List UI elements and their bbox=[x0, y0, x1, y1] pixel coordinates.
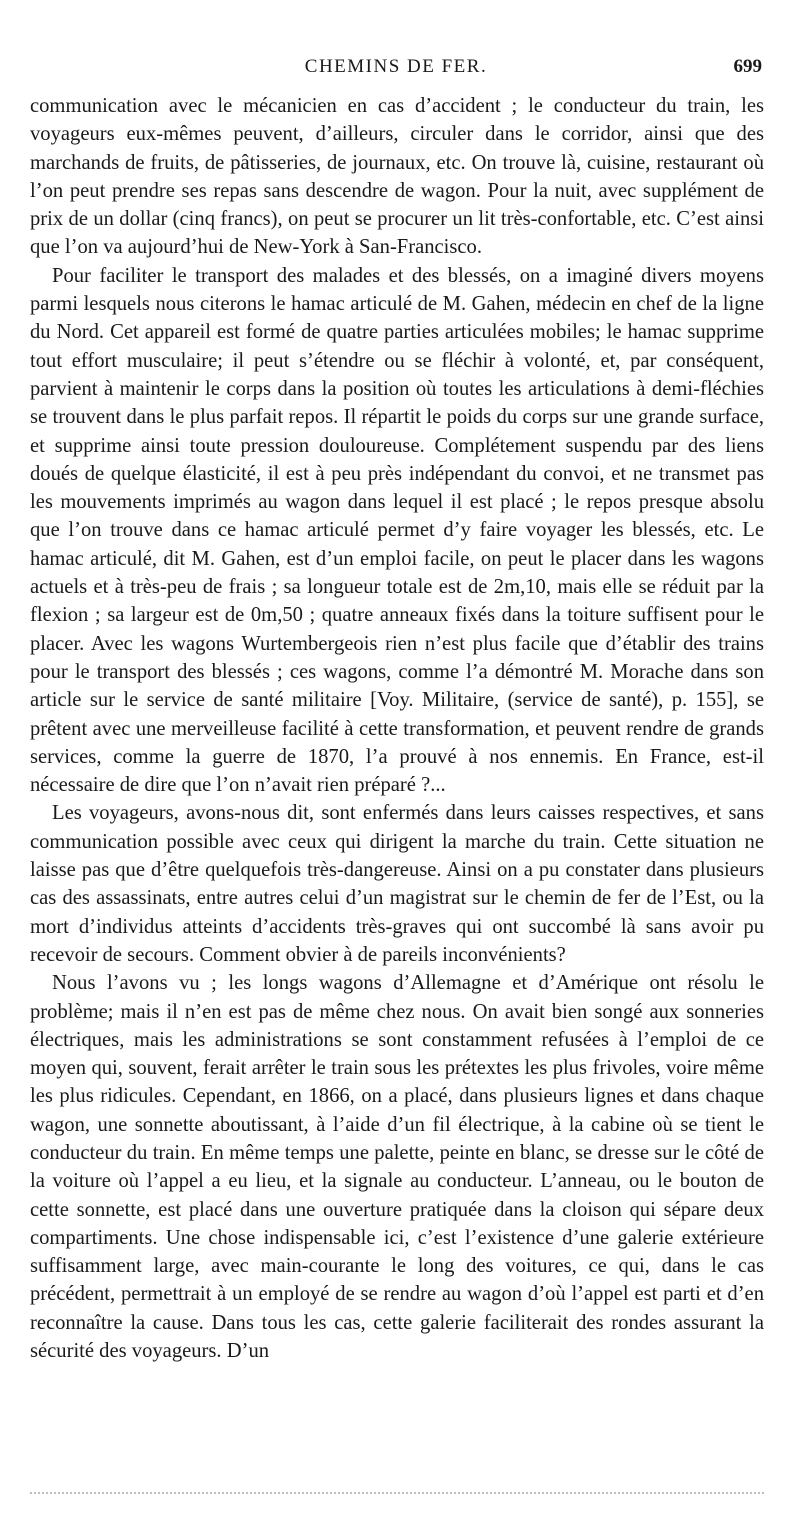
body-text bbox=[30, 92, 764, 1365]
footer-rule bbox=[30, 1492, 764, 1494]
running-title: CHEMINS DE FER. bbox=[304, 56, 488, 77]
paragraph: communication avec le mécanicien en cas d’accident ; le conducteur du train, les voyageurs eux-mêmes peuvent, d’ailleurs, circuler dans le corridor, ainsi que des marchands de fruits, de pâtisseries, de journaux, etc. On trouve là, cuisine, restaurant où l’on peut prendre ses repas sans descendre de wagon. Pour la nuit, avec supplément de prix de un dollar (cinq francs), on peut se procurer un lit très-confortable, etc. C’est ainsi que l’on va aujourd’hui de New-York à San-Francisco. bbox=[30, 95, 764, 259]
page-header bbox=[30, 56, 762, 86]
paragraph: Les voyageurs, avons-nous dit, sont enfermés dans leurs caisses respectives, et sans communication possible avec ceux qui dirigent la marche du train. Cette situation ne laisse pas que d’être quelquefois très-dangereuse. Ainsi on a pu constater dans plusieurs cas des assassinats, entre autres celui d’un magistrat sur le chemin de fer de l’Est, ou la mort d’individus atteints d’accidents très-graves qui ont succombé là sans avoir pu recevoir de secours. Comment obvier à de pareils inconvénients? bbox=[30, 802, 764, 966]
page-number: 699 bbox=[733, 56, 762, 77]
paragraph: Pour faciliter le transport des malades et des blessés, on a imaginé divers moyens parmi lesquels nous citerons le hamac articulé de M. Gahen, médecin en chef de la ligne du Nord. Cet appareil est formé de quatre parties articulées mobiles; le hamac supprime tout effort musculaire; il peut s’étendre ou se fléchir à volonté, et, par conséquent, parvient à maintenir le corps dans la position où toutes les articulations à demi-fléchies se trouvent dans le plus parfait repos. Il répartit le poids du corps sur une grande surface, et supprime ainsi toute pression douloureuse. Complétement suspendu par des liens doués de quelque élasticité, il est à peu près indépendant du convoi, et ne transmet pas les mouvements imprimés au wagon dans lequel il est placé ; le repos presque absolu que l’on trouve dans ce hamac articulé permet d’y faire voyager les blessés, etc. Le hamac articulé, dit M. Gahen, est d’un emploi facile, on peut le placer dans les wagons actuels et à très-peu de frais ; sa longueur totale est de 2m,10, mais elle se réduit par la flexion ; sa largeur est de 0m,50 ; quatre anneaux fixés dans la toiture suffisent pour le placer. Avec les wagons Wurtembergeois rien n’est plus facile que d’établir des trains pour le transport des blessés ; ces wagons, comme l’a démontré M. Morache dans son article sur le service de santé militaire [Voy. Militaire, (service de santé), p. 155], se prêtent avec une merveilleuse facilité à cette transformation, et peuvent rendre de grands services, comme la guerre de 1870, l’a prouvé à nos ennemis. En France, est-il nécessaire de dire que l’on n’avait rien préparé ?... bbox=[30, 264, 764, 797]
paragraph: Nous l’avons vu ; les longs wagons d’Allemagne et d’Amérique ont résolu le problème; mais il n’en est pas de même chez nous. On avait bien songé aux sonneries électriques, mais les administrations se sont constamment refusées à l’emploi de ce moyen qui, souvent, ferait arrêter le train sous les prétextes les plus frivoles, voire même les plus ridicules. Cependant, en 1866, on a placé, dans plusieurs lignes et dans chaque wagon, une sonnette aboutissant, à l’aide d’un fil électrique, à la cabine où se tient le conducteur du train. En même temps une palette, peinte en blanc, se dresse sur le côté de la voiture où l’appel a eu lieu, et la signale au conducteur. L’anneau, ou le bouton de cette sonnette, est placé dans une ouverture pratiquée dans la cloison qui sépare deux compartiments. Une chose indispensable ici, c’est l’existence d’une galerie extérieure suffisamment large, avec main-courante le long des voitures, ce qui, dans le cas précédent, permettrait à un employé de se rendre au wagon d’où l’appel est parti et d’en reconnaître la cause. Dans tous les cas, cette galerie faciliterait des rondes assurant la sécurité des voyageurs. D’un bbox=[30, 972, 764, 1363]
